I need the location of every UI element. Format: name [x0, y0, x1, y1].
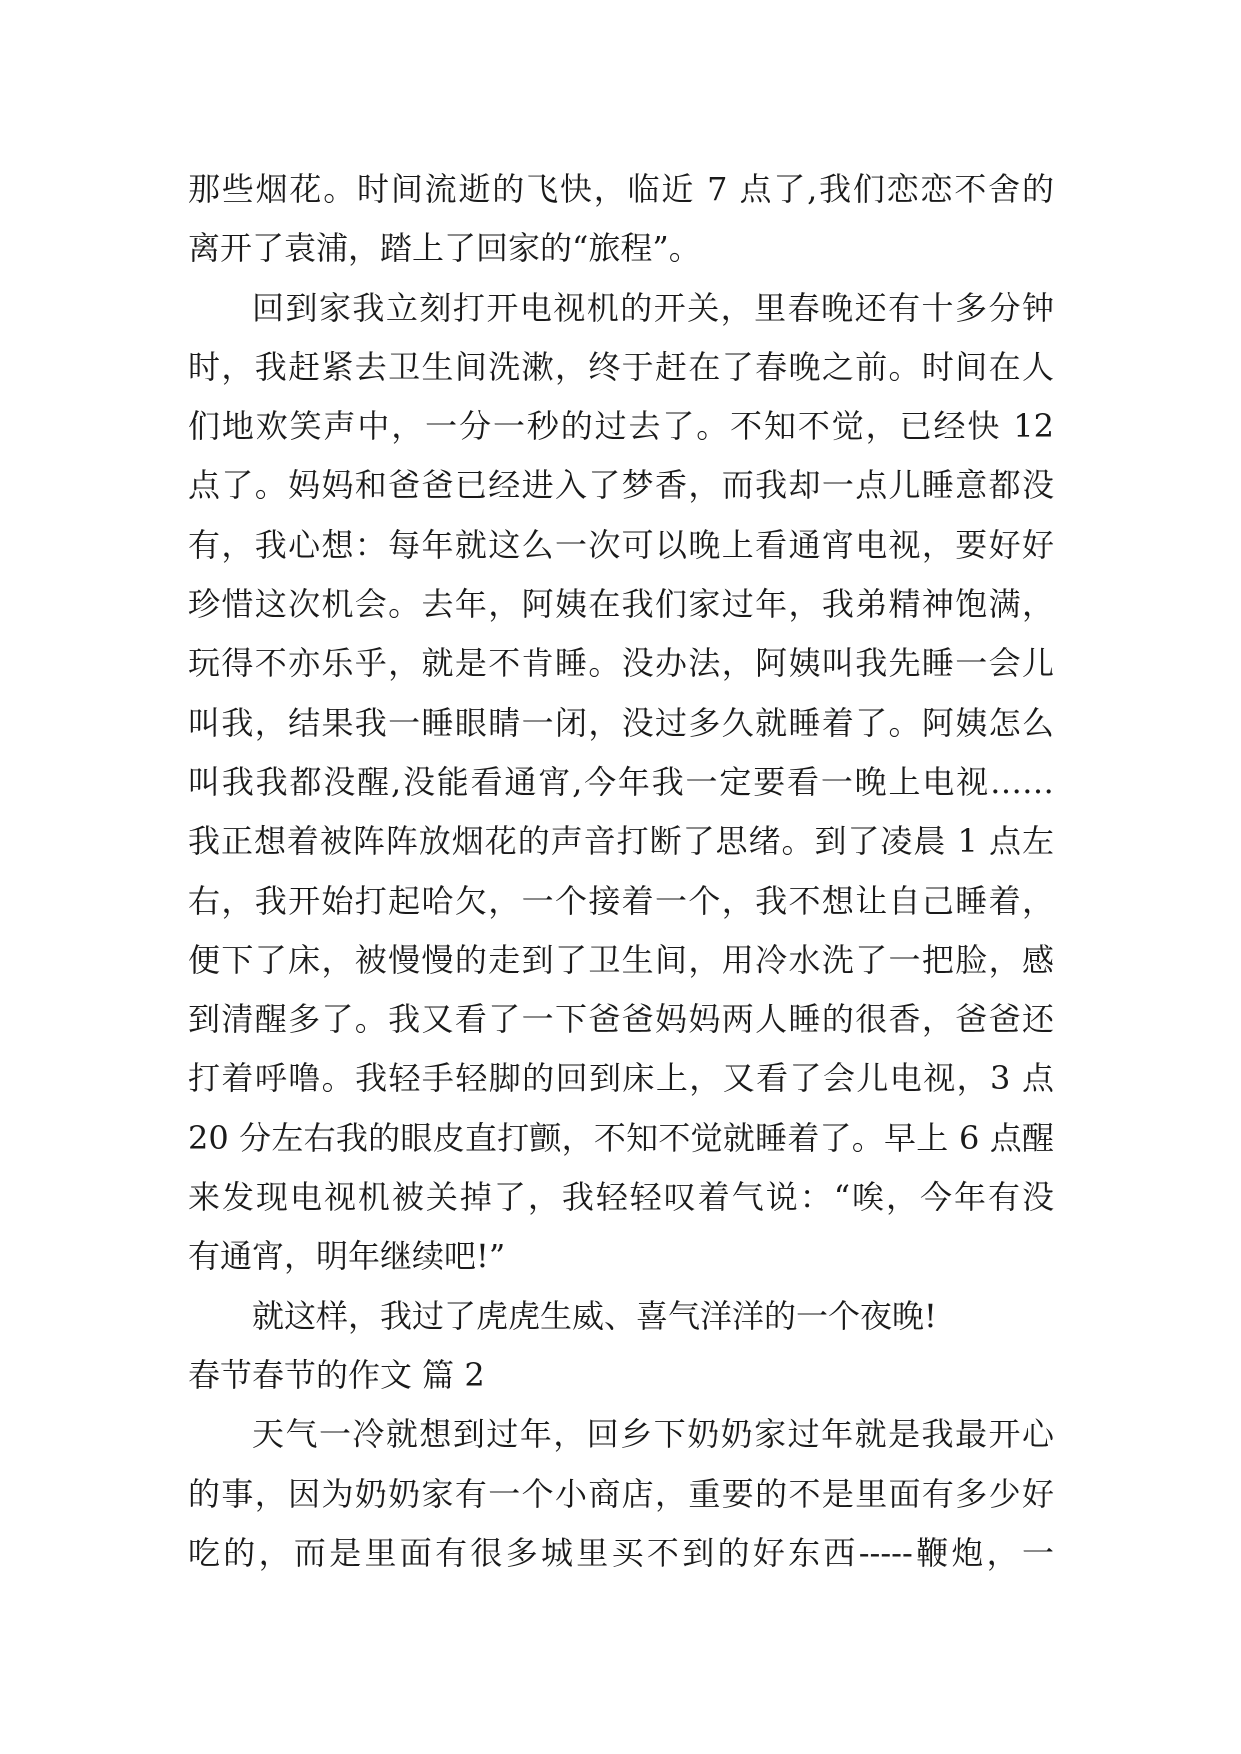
text-line: 到清醒多了。我又看了一下爸爸妈妈两人睡的很香，爸爸还	[188, 1000, 1054, 1039]
text-line: 点了。妈妈和爸爸已经进入了梦香，而我却一点儿睡意都没	[188, 466, 1054, 505]
text-line: 我正想着被阵阵放烟花的声音打断了思绪。到了凌晨 1 点左	[188, 822, 1054, 861]
text-line: 吃的，而是里面有很多城里买不到的好东西-----鞭炮，一	[188, 1533, 1054, 1572]
document-body	[188, 160, 1054, 1583]
text-line: 的事，因为奶奶家有一个小商店，重要的不是里面有多少好	[188, 1474, 1054, 1513]
section-heading: 春节春节的作文 篇 2	[188, 1355, 485, 1394]
text-line: 有通宵，明年继续吧!”	[188, 1237, 506, 1276]
text-line: 时，我赶紧去卫生间洗漱，终于赶在了春晚之前。时间在人	[188, 347, 1054, 386]
text-line: 20 分左右我的眼皮直打颤，不知不觉就睡着了。早上 6 点醒	[188, 1118, 1054, 1157]
text-line: 叫我，结果我一睡眼睛一闭，没过多久就睡着了。阿姨怎么	[188, 703, 1054, 742]
text-line: 右，我开始打起哈欠，一个接着一个，我不想让自己睡着，	[188, 881, 1054, 920]
text-line: 玩得不亦乐乎，就是不肯睡。没办法，阿姨叫我先睡一会儿	[188, 644, 1054, 683]
text-line: 们地欢笑声中，一分一秒的过去了。不知不觉，已经快 12	[188, 407, 1054, 446]
text-line: 有，我心想：每年就这么一次可以晚上看通宵电视，要好好	[188, 525, 1054, 564]
text-line: 来发现电视机被关掉了，我轻轻叹着气说：“唉，今年有没	[188, 1178, 1054, 1217]
paragraph-first-line: 就这样，我过了虎虎生威、喜气洋洋的一个夜晚!	[252, 1296, 937, 1335]
text-line: 便下了床，被慢慢的走到了卫生间，用冷水洗了一把脸，感	[188, 940, 1054, 979]
text-line: 那些烟花。时间流逝的飞快，临近 7 点了,我们恋恋不舍的	[188, 170, 1054, 208]
paragraph-first-line: 天气一冷就想到过年，回乡下奶奶家过年就是我最开心	[252, 1415, 1054, 1454]
text-line: 离开了袁浦，踏上了回家的“旅程”。	[188, 229, 701, 268]
text-line: 叫我我都没醒,没能看通宵,今年我一定要看一晚上电视……	[188, 762, 1054, 801]
paragraph-first-line: 回到家我立刻打开电视机的开关，里春晚还有十多分钟	[252, 288, 1054, 327]
text-line: 打着呼噜。我轻手轻脚的回到床上，又看了会儿电视，3 点	[188, 1059, 1054, 1098]
text-line: 珍惜这次机会。去年，阿姨在我们家过年，我弟精神饱满，	[188, 585, 1054, 624]
